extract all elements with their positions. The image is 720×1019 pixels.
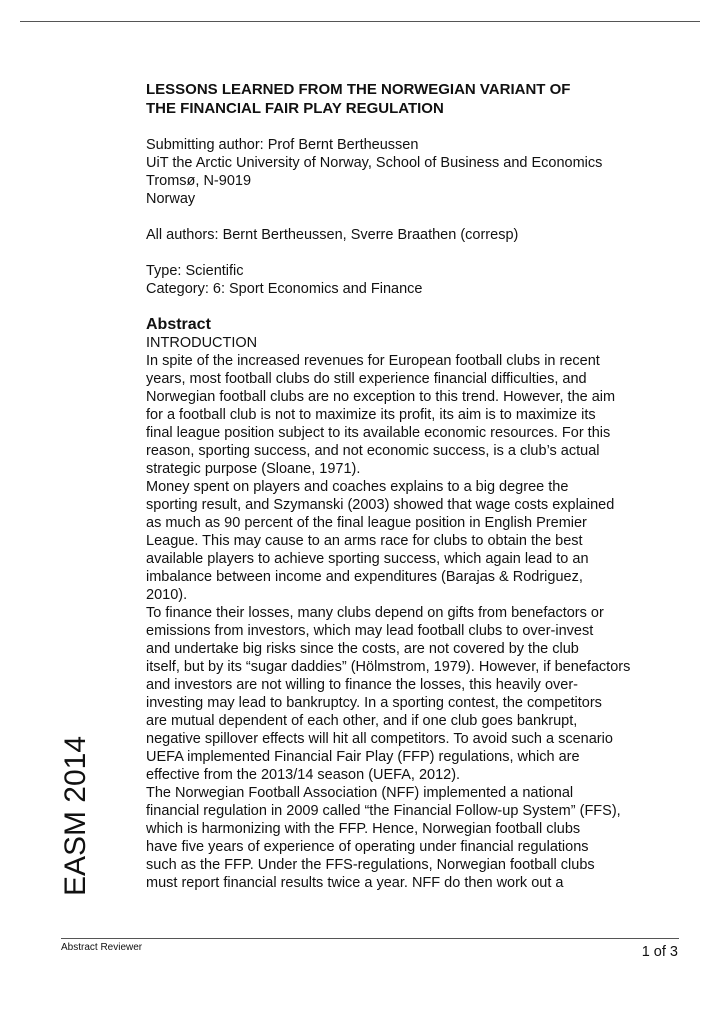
- abstract-body: [146, 334, 686, 892]
- abstract-line: In spite of the increased revenues for European football clubs in recent: [146, 353, 600, 369]
- paper-title: [146, 80, 686, 118]
- abstract-line: The Norwegian Football Association (NFF) implemented a national: [146, 785, 574, 801]
- abstract-line: Norwegian football clubs are no exception to this trend. However, the aim: [146, 389, 616, 405]
- abstract-category: Category: 6: Sport Economics and Finance: [146, 281, 423, 297]
- abstract-line: as much as 90 percent of the final league position in English Premier: [146, 515, 587, 531]
- abstract-line: 2010).: [146, 587, 188, 603]
- abstract-document: [146, 80, 686, 892]
- abstract-line: such as the FFP. Under the FFS-regulations, Norwegian football clubs: [146, 857, 595, 873]
- page-number: 1 of 3: [641, 944, 678, 960]
- abstract-line: which is harmonizing with the FFP. Hence, Norwegian football clubs: [146, 821, 581, 837]
- abstract-heading: Abstract: [146, 316, 211, 333]
- abstract-line: itself, but by its “sugar daddies” (Hölmstrom, 1979). However, if benefactors: [146, 659, 631, 675]
- abstract-line: final league position subject to its available economic resources. For this: [146, 425, 611, 441]
- conference-label: EASM 2014: [59, 735, 92, 897]
- abstract-line: sporting result, and Szymanski (2003) showed that wage costs explained: [146, 497, 615, 513]
- submitting-author: Submitting author: Prof Bernt Bertheussen: [146, 137, 419, 153]
- abstract-line: League. This may cause to an arms race for clubs to obtain the best: [146, 533, 583, 549]
- section-heading-introduction: INTRODUCTION: [146, 335, 258, 351]
- abstract-line: have five years of experience of operating under financial regulations: [146, 839, 589, 855]
- abstract-line: UEFA implemented Financial Fair Play (FFP) regulations, which are: [146, 749, 580, 765]
- abstract-line: and undertake big risks since the costs, are not covered by the club: [146, 641, 579, 657]
- all-authors: All authors: Bernt Bertheussen, Sverre Braathen (corresp): [146, 227, 519, 243]
- abstract-line: effective from the 2013/14 season (UEFA, 2012).: [146, 767, 461, 783]
- abstract-line: financial regulation in 2009 called “the Financial Follow-up System” (FFS),: [146, 803, 621, 819]
- title-line: THE FINANCIAL FAIR PLAY REGULATION: [146, 100, 444, 117]
- abstract-type: Type: Scientific: [146, 263, 244, 279]
- type-category-block: [146, 262, 686, 298]
- abstract-line: available players to achieve sporting success, which again lead to an: [146, 551, 589, 567]
- abstract-line: must report financial results twice a year. NFF do then work out a: [146, 875, 564, 891]
- abstract-line: Money spent on players and coaches explains to a big degree the: [146, 479, 569, 495]
- title-line: LESSONS LEARNED FROM THE NORWEGIAN VARIANT OF: [146, 81, 571, 98]
- affiliation: UiT the Arctic University of Norway, School of Business and Economics: [146, 155, 603, 171]
- abstract-line: strategic purpose (Sloane, 1971).: [146, 461, 361, 477]
- top-divider: [20, 21, 700, 22]
- abstract-line: years, most football clubs do still experience financial difficulties, and: [146, 371, 587, 387]
- country: Norway: [146, 191, 196, 207]
- abstract-line: and investors are not willing to finance the losses, this heavily over-: [146, 677, 578, 693]
- abstract-line: To finance their losses, many clubs depend on gifts from benefactors or: [146, 605, 604, 621]
- abstract-line: investing may lead to bankruptcy. In a sporting contest, the competitors: [146, 695, 602, 711]
- abstract-line: are mutual dependent of each other, and if one club goes bankrupt,: [146, 713, 578, 729]
- footer-reviewer-label: Abstract Reviewer: [61, 942, 143, 953]
- abstract-line: reason, sporting success, and not economic success, is a club’s actual: [146, 443, 600, 459]
- author-info: [146, 136, 686, 208]
- all-authors-block: [146, 226, 686, 244]
- footer-divider: [61, 938, 679, 939]
- city: Tromsø, N-9019: [146, 173, 252, 189]
- abstract-line: emissions from investors, which may lead football clubs to over-invest: [146, 623, 594, 639]
- abstract-line: negative spillover effects will hit all competitors. To avoid such a scenario: [146, 731, 613, 747]
- abstract-line: imbalance between income and expenditures (Barajas & Rodriguez,: [146, 569, 583, 585]
- abstract-line: for a football club is not to maximize its profit, its aim is to maximize its: [146, 407, 596, 423]
